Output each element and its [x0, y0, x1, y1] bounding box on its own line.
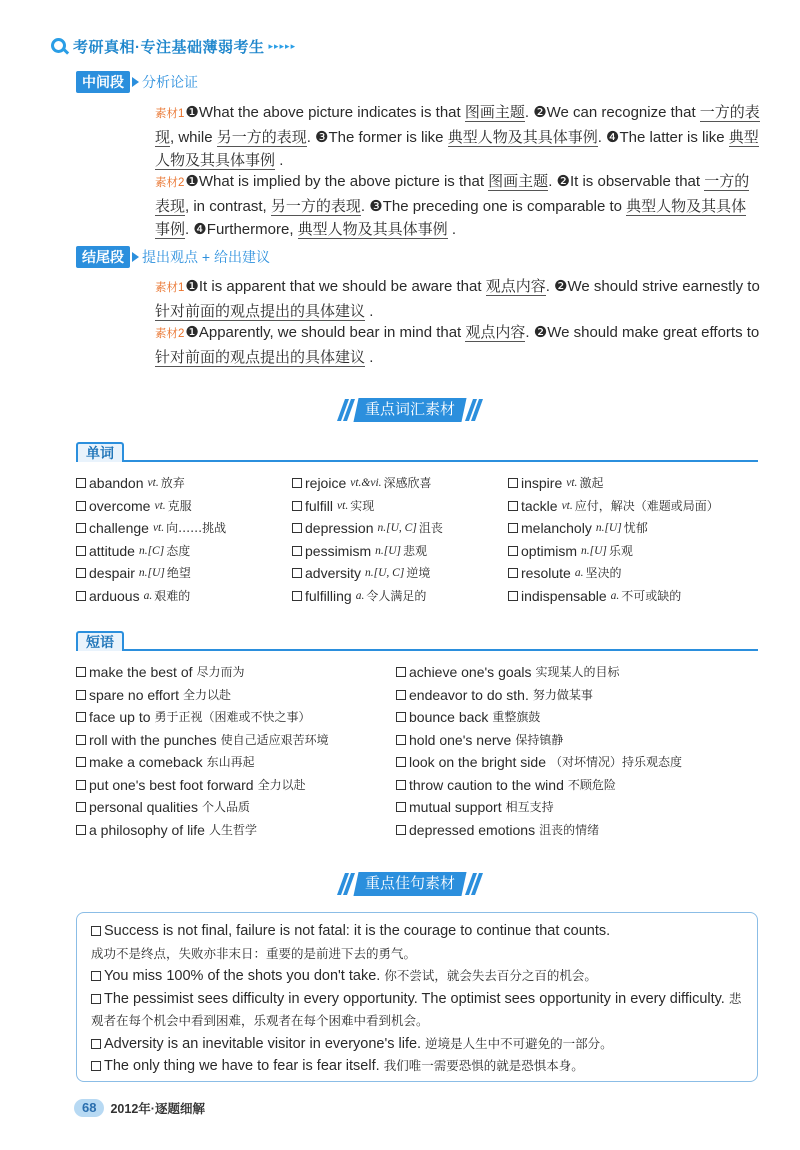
checkbox-icon[interactable] [508, 546, 518, 556]
material-label: 素材2 [155, 328, 185, 340]
blank: 针对前面的观点提出的具体建议 [155, 303, 366, 320]
text: . ❷We can recognize that [524, 104, 700, 121]
word-item[interactable] [292, 517, 508, 540]
sentence-title-text: 重点佳句素材 [365, 875, 456, 892]
checkbox-icon[interactable] [396, 712, 406, 722]
checkbox-icon[interactable] [508, 501, 518, 511]
checkbox-icon[interactable] [76, 591, 86, 601]
word-en: challenge [89, 520, 149, 537]
phrase-zh: 实现某人的目标 [535, 665, 620, 680]
phrase-en: throw caution to the wind [409, 776, 564, 793]
checkbox-icon[interactable] [76, 780, 86, 790]
phrase-item[interactable] [76, 819, 396, 842]
checkbox-icon[interactable] [91, 1039, 101, 1049]
vocab-section-title [340, 397, 480, 423]
word-pos: vt.&vi. [350, 477, 382, 490]
word-pos: vt. [566, 477, 578, 490]
phrase-item[interactable] [76, 706, 396, 729]
ending-material-2 [155, 321, 760, 369]
word-pos: a. [574, 567, 584, 580]
checkbox-icon[interactable] [91, 971, 101, 981]
checkbox-icon[interactable] [76, 568, 86, 578]
text: . ❷It is observable that [548, 173, 705, 190]
sentence-zh: 悲观者在每个机会中看到困难，乐观者在每个困难中看到机会。 [91, 990, 742, 1028]
phrase-en: endeavor to do sth. [409, 686, 529, 703]
word-pos: vt. [152, 522, 165, 535]
phrase-en: put one's best foot forward [89, 776, 254, 793]
word-zh: 坚决的 [585, 566, 622, 581]
word-zh: 向……挑战 [166, 521, 227, 536]
phrase-zh: 保持镇静 [515, 732, 564, 747]
text: . ❷We should strive earnestly to [545, 278, 760, 295]
checkbox-icon[interactable] [508, 568, 518, 578]
checkbox-icon[interactable] [76, 690, 86, 700]
material-label: 素材1 [155, 282, 185, 294]
word-item[interactable] [508, 540, 776, 563]
phrase-zh: 使自己适应艰苦环境 [220, 732, 329, 747]
word-zh: 深感欣喜 [383, 476, 432, 491]
footer-text: 2012年·逐题细解 [110, 1102, 205, 1116]
text: . ❸The preceding one is comparable to [360, 198, 627, 215]
sentence-section-title [340, 871, 480, 897]
checkbox-icon[interactable] [76, 523, 86, 533]
blank: 观点内容 [485, 278, 546, 295]
phrase-zh: （对坏情况）持乐观态度 [549, 755, 682, 770]
sentence-item [91, 1033, 745, 1056]
checkbox-icon[interactable] [91, 1061, 101, 1071]
phrase-zh: 全力以赴 [183, 687, 232, 702]
word-item[interactable] [508, 562, 776, 585]
checkbox-icon[interactable] [508, 478, 518, 488]
text: ❶What is implied by the above picture is that [185, 173, 489, 190]
word-item[interactable] [76, 562, 292, 585]
phrase-list [76, 661, 776, 841]
phrase-en: bounce back [409, 709, 489, 726]
phrase-item[interactable] [396, 796, 776, 819]
word-pos: a. [143, 589, 153, 602]
phrase-zh: 努力做某事 [532, 687, 593, 702]
checkbox-icon[interactable] [292, 591, 302, 601]
checkbox-icon[interactable] [396, 825, 406, 835]
sentence-zh: 你不尝试，就会失去百分之百的机会。 [384, 968, 597, 983]
word-item[interactable] [508, 472, 776, 495]
text: . ❷We should make great efforts to [525, 324, 760, 341]
middle-section-tag [76, 71, 198, 93]
phrase-item[interactable] [396, 819, 776, 842]
checkbox-icon[interactable] [91, 994, 101, 1004]
word-en: despair [89, 565, 135, 582]
word-item[interactable] [508, 517, 776, 540]
word-pos: n.[U, C] [365, 567, 405, 580]
material-label: 素材1 [155, 108, 185, 120]
text: . ❹The latter is like [597, 129, 729, 146]
blank: 观点内容 [465, 324, 526, 341]
word-zh: 忧郁 [623, 521, 648, 536]
word-pos: vt. [561, 499, 573, 512]
phrase-zh: 东山再起 [206, 755, 255, 770]
phrase-item[interactable] [76, 796, 396, 819]
checkbox-icon[interactable] [396, 735, 406, 745]
word-zh: 艰难的 [154, 588, 191, 603]
phrase-item[interactable] [396, 661, 776, 684]
phrase-item[interactable] [76, 751, 396, 774]
vocab-title-text: 重点词汇素材 [365, 401, 456, 418]
text: ❶It is apparent that we should be aware that [185, 278, 486, 295]
word-item[interactable] [292, 472, 508, 495]
blank: 典型人物及其具体事例 [447, 129, 598, 146]
word-zh: 克服 [167, 498, 192, 513]
phrase-en: personal qualities [89, 799, 198, 816]
phrase-item[interactable] [396, 706, 776, 729]
word-item[interactable] [508, 585, 776, 608]
checkbox-icon[interactable] [396, 802, 406, 812]
phrase-zh: 个人品质 [201, 800, 250, 815]
checkbox-icon[interactable] [292, 478, 302, 488]
phrase-en: depressed emotions [409, 821, 536, 838]
phrase-en: look on the bright side [409, 754, 546, 771]
word-pos: a. [355, 589, 365, 602]
material-label: 素材2 [155, 177, 185, 189]
word-en: fulfill [305, 497, 334, 514]
word-list [76, 472, 776, 607]
word-pos: n.[U] [138, 567, 165, 580]
blank: 典型人物及其具体事例 [155, 129, 759, 169]
word-item[interactable] [292, 495, 508, 518]
checkbox-icon[interactable] [292, 523, 302, 533]
text: . [369, 349, 374, 366]
sentence-item [91, 1055, 745, 1078]
phrase-item[interactable] [396, 751, 776, 774]
ending-tag-label: 结尾段 [76, 246, 130, 268]
word-item[interactable] [76, 472, 292, 495]
page-footer [74, 1098, 205, 1118]
checkbox-icon[interactable] [76, 735, 86, 745]
phrase-en: achieve one's goals [409, 664, 532, 681]
word-item[interactable] [76, 585, 292, 608]
word-zh: 激起 [579, 476, 604, 491]
word-en: melancholy [521, 520, 592, 537]
word-item[interactable] [292, 540, 508, 563]
phrases-label: 短语 [76, 631, 124, 651]
word-pos: n.[C] [138, 544, 165, 557]
phrase-item[interactable] [396, 684, 776, 707]
sentence-zh: 我们唯一需要恐惧的就是恐惧本身。 [383, 1058, 584, 1073]
word-zh: 逆境 [406, 566, 431, 581]
word-pos: n.[U, C] [377, 522, 417, 535]
middle-tag-label: 中间段 [76, 71, 130, 93]
word-en: overcome [89, 497, 151, 514]
word-zh: 令人满足的 [366, 588, 427, 603]
phrase-en: make the best of [89, 664, 193, 681]
sentence-item [91, 965, 745, 988]
word-pos: n.[U] [581, 544, 607, 557]
blank: 针对前面的观点提出的具体建议 [155, 349, 366, 366]
checkbox-icon[interactable] [76, 825, 86, 835]
word-item[interactable] [292, 585, 508, 608]
word-en: arduous [89, 587, 140, 604]
phrase-item[interactable] [76, 774, 396, 797]
words-category [76, 442, 758, 462]
word-zh: 态度 [166, 543, 191, 558]
blank: 图画主题 [488, 173, 549, 190]
text: . [451, 221, 457, 238]
word-en: resolute [521, 565, 571, 582]
phrase-item[interactable] [76, 684, 396, 707]
blank: 典型人物及其具体事例 [297, 221, 448, 238]
word-zh: 悲观 [403, 543, 428, 558]
text: . [279, 152, 284, 169]
word-item[interactable] [508, 495, 776, 518]
word-zh: 放弃 [160, 476, 185, 491]
word-zh: 不可或缺的 [621, 588, 682, 603]
word-pos: vt. [337, 499, 349, 512]
checkbox-icon[interactable] [76, 757, 86, 767]
phrase-zh: 全力以赴 [257, 777, 306, 792]
checkbox-icon[interactable] [292, 546, 302, 556]
sentence-en: Adversity is an inevitable visitor in everyone's life. [104, 1035, 422, 1052]
word-pos: n.[U] [595, 522, 622, 535]
words-label: 单词 [76, 442, 124, 462]
middle-material-2 [155, 170, 760, 241]
phrase-en: a philosophy of life [89, 821, 205, 838]
text: . [369, 303, 374, 320]
phrase-zh: 人生哲学 [208, 822, 257, 837]
checkbox-icon[interactable] [396, 757, 406, 767]
blank: 一方的表现 [155, 173, 750, 215]
middle-tag-subtitle: 分析论证 [142, 74, 198, 90]
sentence-zh: 逆境是人生中不可避免的一部分。 [425, 1035, 613, 1051]
text: , while [170, 129, 217, 146]
checkbox-icon[interactable] [76, 802, 86, 812]
word-pos: vt. [147, 477, 159, 490]
word-zh: 沮丧 [418, 521, 443, 536]
checkbox-icon[interactable] [508, 523, 518, 533]
checkbox-icon[interactable] [292, 501, 302, 511]
sentence-en: The only thing we have to fear is fear itself. [104, 1058, 380, 1074]
text: ❶Apparently, we should bear in mind that [185, 324, 466, 341]
header-arrows: ▸▸▸▸▸ [268, 40, 297, 51]
checkbox-icon[interactable] [76, 667, 86, 677]
word-pos: a. [610, 589, 620, 602]
word-en: abandon [89, 475, 144, 492]
phrase-en: mutual support [409, 799, 502, 816]
phrase-zh: 沮丧的情绪 [539, 822, 600, 837]
blank: 另一方的表现 [216, 129, 307, 146]
word-en: tackle [521, 497, 558, 514]
arrow-icon [132, 77, 139, 87]
word-en: adversity [305, 565, 362, 582]
checkbox-icon[interactable] [76, 501, 86, 511]
phrase-en: roll with the punches [89, 731, 217, 748]
phrase-item[interactable] [76, 661, 396, 684]
text: , in contrast, [185, 198, 271, 215]
checkbox-icon[interactable] [396, 667, 406, 677]
phrase-zh: 不顾危险 [567, 777, 616, 792]
checkbox-icon[interactable] [76, 546, 86, 556]
word-en: optimism [521, 542, 578, 559]
ending-section-tag [76, 246, 270, 268]
phrase-en: spare no effort [89, 686, 180, 703]
phrase-zh: 勇于正视（困难或不快之事） [154, 710, 311, 725]
word-pos: n.[U] [375, 544, 402, 557]
word-pos: vt. [154, 499, 166, 512]
ending-tag-subtitle: 提出观点 + 给出建议 [142, 249, 270, 265]
sentence-en: The pessimist sees difficulty in every opportunity. The optimist sees opportunity in every difficulty. [104, 990, 725, 1007]
word-zh: 绝望 [166, 566, 191, 581]
phrase-item[interactable] [396, 729, 776, 752]
phrase-en: hold one's nerve [409, 731, 512, 748]
phrase-en: face up to [89, 709, 151, 726]
word-en: rejoice [305, 475, 347, 492]
middle-material-1 [155, 101, 760, 172]
ending-material-1 [155, 275, 760, 323]
word-en: pessimism [305, 542, 372, 559]
word-item[interactable] [76, 540, 292, 563]
word-zh: 实现 [350, 498, 375, 513]
sentence-item [91, 920, 745, 965]
checkbox-icon[interactable] [292, 568, 302, 578]
phrase-zh: 重整旗鼓 [492, 710, 541, 725]
text: ❶What the above picture indicates is that [185, 104, 465, 121]
word-item[interactable] [76, 495, 292, 518]
arrow-icon [132, 252, 139, 262]
word-en: fulfilling [305, 587, 352, 604]
checkbox-icon[interactable] [91, 926, 101, 936]
sentence-box [76, 912, 758, 1082]
sentence-item [91, 988, 745, 1033]
blank: 另一方的表现 [270, 198, 361, 215]
word-en: depression [305, 520, 374, 537]
blank: 一方的表现 [155, 104, 760, 146]
phrase-item[interactable] [76, 729, 396, 752]
word-en: inspire [521, 475, 563, 492]
phrase-item[interactable] [396, 774, 776, 797]
search-icon [50, 37, 69, 56]
text: . ❸The former is like [306, 129, 448, 146]
sentence-zh: 成功不是终点，失败亦非末日：重要的是前进下去的勇气。 [91, 945, 417, 961]
phrase-en: make a comeback [89, 754, 203, 771]
page-number: 68 [74, 1099, 104, 1117]
word-zh: 应付，解决（难题或局面） [574, 498, 719, 513]
word-en: indispensable [521, 587, 607, 604]
checkbox-icon[interactable] [76, 478, 86, 488]
phrase-zh: 尽力而为 [196, 665, 245, 680]
page-header [50, 35, 296, 57]
phrase-zh: 相互支持 [505, 800, 554, 815]
sentence-en: You miss 100% of the shots you don't take. [104, 968, 381, 984]
word-en: attitude [89, 542, 135, 559]
checkbox-icon[interactable] [76, 712, 86, 722]
checkbox-icon[interactable] [396, 780, 406, 790]
blank: 图画主题 [464, 104, 525, 121]
phrases-category [76, 631, 758, 651]
checkbox-icon[interactable] [396, 690, 406, 700]
text: . ❹Furthermore, [185, 221, 298, 238]
word-zh: 乐观 [608, 543, 633, 558]
blank: 典型人物及其具体事例 [155, 198, 747, 238]
word-item[interactable] [292, 562, 508, 585]
sentence-en: Success is not final, failure is not fatal: it is the courage to continue that counts. [104, 923, 611, 939]
word-item[interactable] [76, 517, 292, 540]
checkbox-icon[interactable] [508, 591, 518, 601]
header-title: 考研真相·专注基础薄弱考生 [73, 38, 265, 56]
